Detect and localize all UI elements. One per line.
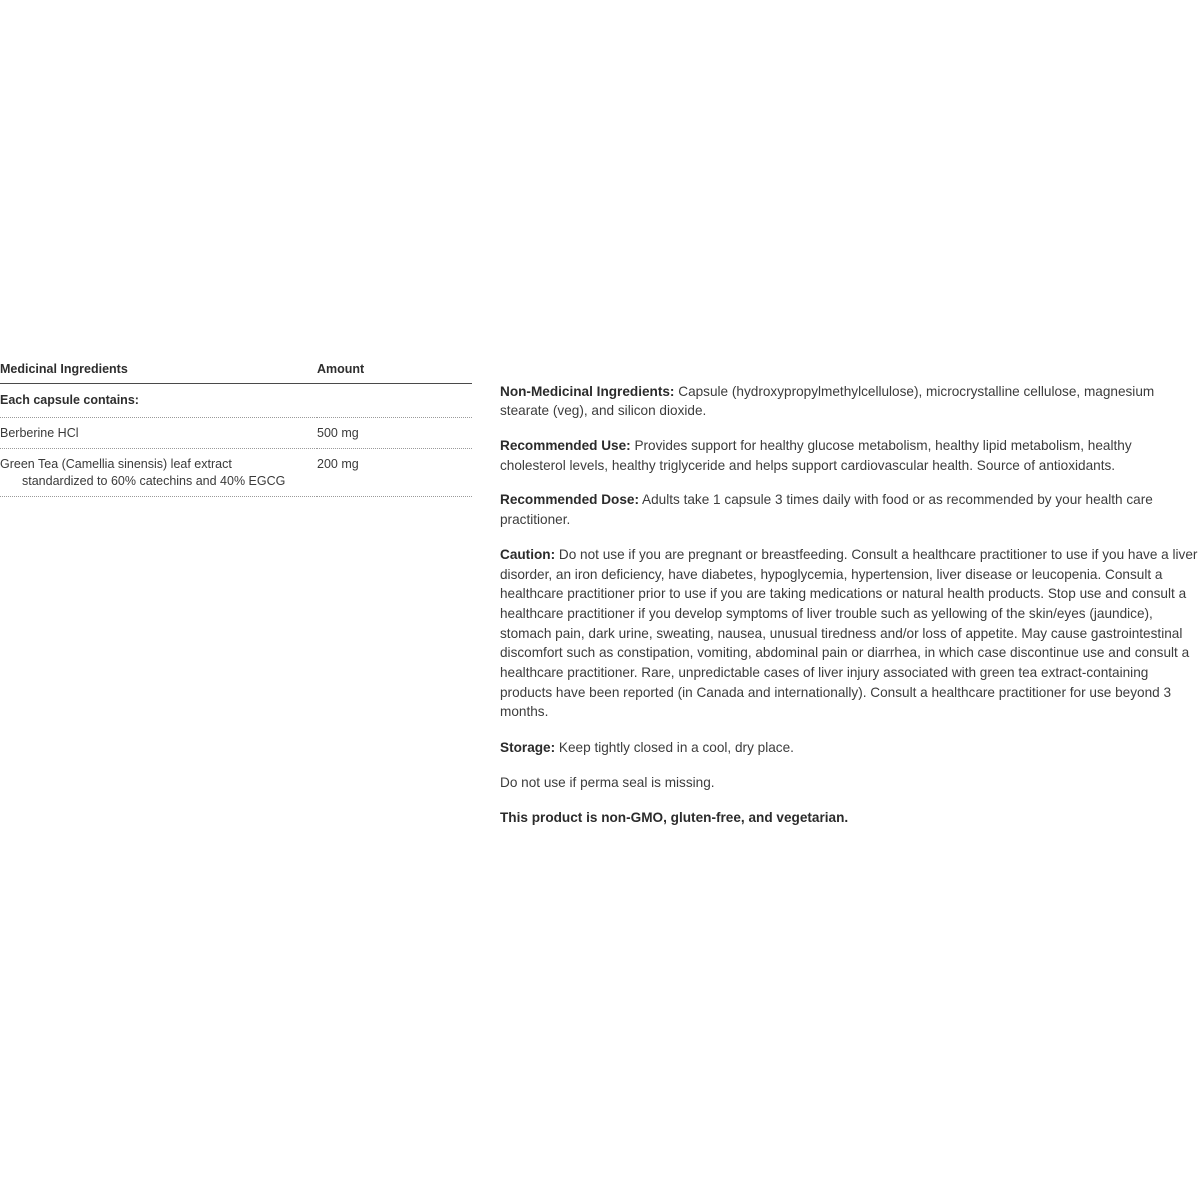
table-row bbox=[0, 449, 472, 497]
serving-header-row bbox=[0, 384, 472, 418]
caution-block bbox=[500, 545, 1200, 722]
non-medicinal-ingredients-text: Capsule (hydroxypropylmethylcellulose), microcrystalline cellulose, magnesium stearate (veg), and silicon dioxide. bbox=[500, 383, 1155, 419]
product-information-panel bbox=[500, 368, 1200, 842]
ingredient-name: Berberine HCl bbox=[0, 417, 317, 449]
non-medicinal-ingredients-label: Non-Medicinal Ingredients: bbox=[500, 383, 675, 399]
storage-label: Storage: bbox=[500, 740, 556, 756]
product-claim: This product is non-GMO, gluten-free, and vegetarian. bbox=[500, 809, 849, 825]
recommended-use-text: Provides support for healthy glucose metabolism, healthy lipid metabolism, healthy cholesterol levels, healthy triglyceride and helps support cardiovascular health. Source of antioxidants. bbox=[500, 438, 1132, 473]
recommended-use-block bbox=[500, 436, 1200, 475]
column-header-amount: Amount bbox=[317, 362, 472, 384]
medicinal-ingredients-panel bbox=[0, 362, 472, 497]
medicinal-ingredients-table bbox=[0, 362, 472, 497]
table-header-row bbox=[0, 362, 472, 384]
caution-text: Do not use if you are pregnant or breastfeeding. Consult a healthcare practitioner to use if you have a liver disorder, an iron deficiency, have diabetes, hypoglycemia, hypertension, liver disease or leucopenia. Consult a healthcare practitioner prior to use if you are taking medications or natural health products. Stop use and consult a healthcare practitioner if you develop symptoms of liver trouble such as yellowing of the skin/eyes (jaundice), stomach pain, dark urine, sweating, nausea, unusual tiredness and/or loss of appetite. May cause gastrointestinal discomfort such as constipation, vomiting, abdominal pain or diarrhea, in which case discontinue use and consult a healthcare practitioner. Rare, unpredictable cases of liver injury associated with green tea extract-containing products have been reported (in Canada and internationally). Consult a healthcare practitioner for use beyond 3 months. bbox=[500, 546, 1198, 720]
recommended-dose-text: Adults take 1 capsule 3 times daily with food or as recommended by your health care practitioner. bbox=[500, 492, 1153, 528]
non-medicinal-ingredients-block bbox=[500, 382, 1200, 421]
perma-seal-block: Do not use if perma seal is missing. bbox=[500, 774, 715, 790]
caution-label: Caution: bbox=[500, 546, 556, 562]
column-header-ingredients: Medicinal Ingredients bbox=[0, 362, 317, 384]
serving-header-label: Each capsule contains: bbox=[0, 384, 472, 418]
storage-block bbox=[500, 738, 1200, 758]
ingredient-name-with-standardization bbox=[0, 449, 317, 497]
ingredient-standardization: standardized to 60% catechins and 40% EGCG bbox=[22, 473, 286, 488]
recommended-use-label: Recommended Use: bbox=[500, 438, 631, 453]
ingredient-name: Green Tea (Camellia sinensis) leaf extract bbox=[0, 457, 232, 471]
table-row bbox=[0, 417, 472, 449]
storage-text: Keep tightly closed in a cool, dry place. bbox=[555, 740, 794, 756]
ingredient-amount: 500 mg bbox=[317, 417, 472, 449]
ingredient-amount: 200 mg bbox=[317, 449, 472, 497]
recommended-dose-block bbox=[500, 490, 1200, 529]
recommended-dose-label: Recommended Dose: bbox=[500, 492, 639, 508]
